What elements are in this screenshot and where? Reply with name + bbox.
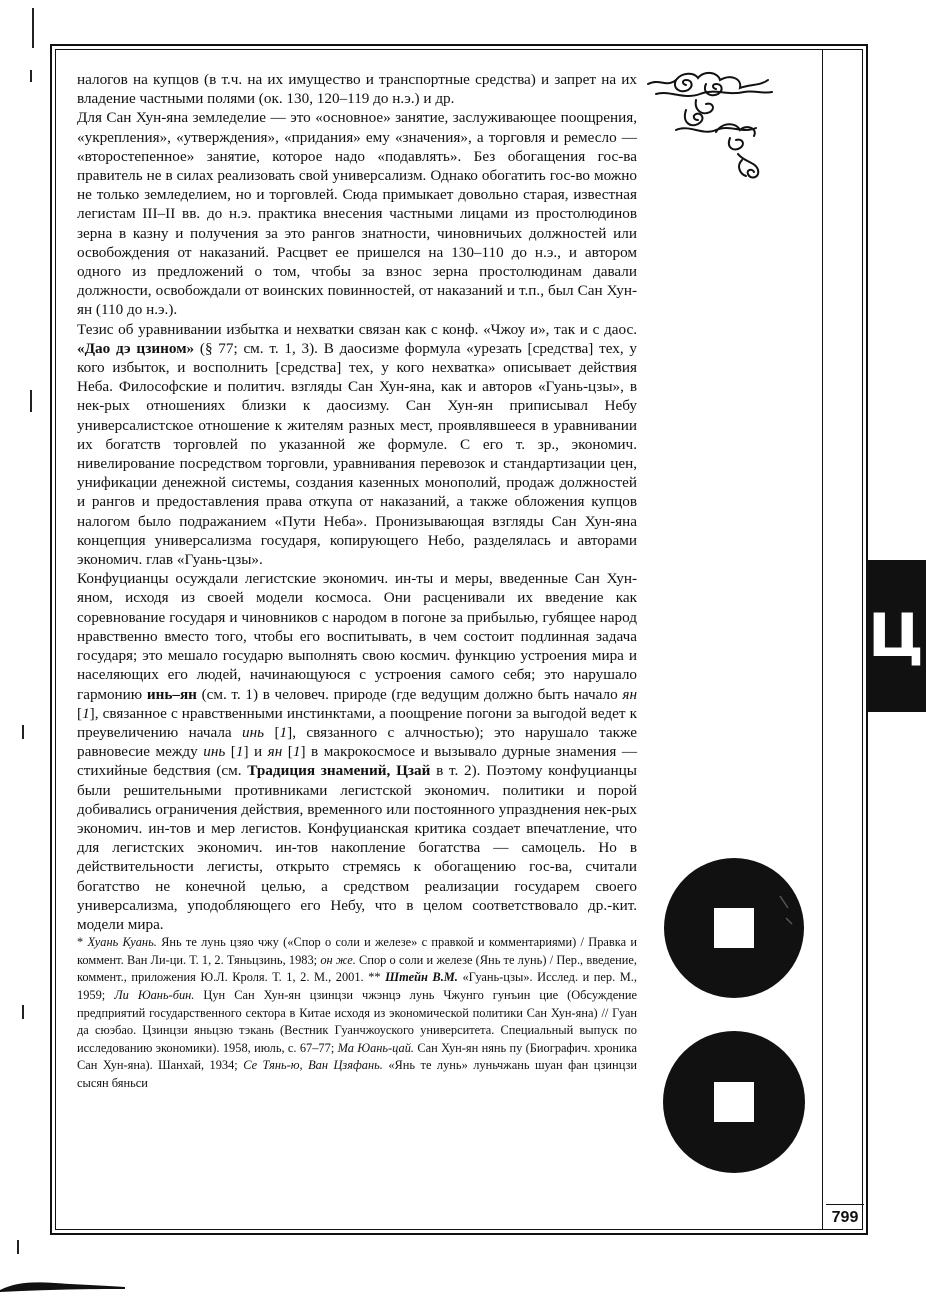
margin-rule bbox=[822, 49, 823, 1230]
scan-edge-mark bbox=[17, 1240, 19, 1254]
square-hole-coin-icon bbox=[662, 856, 806, 1000]
cross-reference: Традиция знамений, Цзай bbox=[247, 762, 431, 780]
paragraph: налогов на купцов (в т.ч. на их имущество и транспортные средства) и запрет на их владение частными полями (ок. 130, 120–119 до н.э.) и др. bbox=[77, 71, 637, 108]
page-number: 799 bbox=[826, 1204, 864, 1231]
scan-edge-mark bbox=[30, 390, 32, 412]
paragraph: Тезис об уравнивании избытка и нехватки связан как с конф. «Чжоу и», так и с даос. «Дао дэ цзином» (§ 77; см. т. 1, 3). В даосизме формула «урезать [средства] тех, у кого избыток, и восполнить [средства] тех, у кого нехватка» описывает действия Неба. Философские и политич. взгляды Сан Хун-яна, как и авторов «Гуань-цзы», в нек-рых отношениях близки к даосизму. Сан Хун-ян приписывал Небу универсалистское отношение к жителям разных мест, проявлявшееся в уравнивании их богатств торговлей по указанной же формуле. С его т. зр., экономич. нивелирование посредством торговли, уравнивания перевозок и стандартизации цен, унификации денежной системы, создания казенных монополий, продаж должностей и рангов и предоставления права откупа от наказаний, а также обложения купцов налогом было подражанием «Пути Неба». Пронизывающая взгляды Сан Хун-яна концепция универсализма государя, копирующего Небо, разделялась и авторами экономич. глав «Гуань-цзы». bbox=[77, 320, 638, 569]
cloud-ornament-icon bbox=[646, 66, 776, 186]
bibliography: * Хуань Куань. Янь те лунь цзяо чжу («Спор о соли и железе» с правкой и комментариями) / Правка и коммент. Ван Ли-ци. Т. 1, 2. Тяньцзинь, 1983; он же. Спор о соли и железе (Янь те лунь) / Пер., введение, коммент., приложения Ю.Л. Кроля. Т. 1, 2. М., 2001. ** Штейн В.М. «Гуань-цзы». Исслед. и пер. М., 1959; Ли Юань-бин. Цун Сан Хун-ян цзинцзи чжэнцэ лунь Чжунго гунъин цие (Обсуждение предприятий государственного сектора в Китае исходя из экономической политики Сан Хун-яна) // Гуан да сюэбао. Цзинцзи яньцзю тэкань (Вестник Гуанчжоуского университета. Специальный выпуск по исследованию экономики). 1958, июль, с. 67–77; Ма Юань-цай. Сан Хун-ян нянь пу (Биографич. хроника Сан Хун-яна). Шанхай, 1934; Се Тянь-ю, Ван Цзяфань. «Янь те лунь» луньчжань шуан фан цзинцзи сысян бяньси bbox=[77, 935, 638, 1090]
scan-edge-mark bbox=[32, 8, 34, 48]
article-body bbox=[77, 70, 637, 1092]
brush-stroke-mark bbox=[0, 1278, 125, 1292]
scan-edge-mark bbox=[30, 70, 32, 82]
square-hole-coin-icon bbox=[662, 1030, 806, 1174]
paragraph: Конфуцианцы осуждали легистские экономич. ин-ты и меры, введенные Сан Хун-яном, исходя из своей модели космоса. Они расценивали их введение как соревнование государя и чиновников с народом в погоне за прибылью, губящее народ нравственно вместо того, чтобы его воспитывать, в чем состоит подлинная задача государя; это мешало государю выполнять свою космич. функцию устроения мира и населяющих его людей, начинающуюся с устроения самого себя; это нарушало гармонию инь–ян (см. т. 1) в человеч. природе (где ведущим должно быть начало ян [1], связанное с нравственными инстинктами, а поощрение погони за выгодой ведет к преувеличению начала инь [1], связанного с алчностью); это нарушало также равновесие между инь [1] и ян [1] в макрокосмосе и вызывало дурные знамения — стихийные бедствия (см. Традиция знамений, Цзай в т. 2). Поэтому конфуцианцы были решительными противниками легистской экономич. политики и порой добивались ограничения действия, временного или постоянного упразднения нек-рых экономич. ин-тов и мер легистов. Конфуцианская критика создает впечатление, что для легистских экономич. ин-тов накопление богатства — самоцель. Но в действительности легисты, открыто стремясь к обогащению гос-ва, считали богатство не конечной целью, а средством реализации государем своего универсализма, уподобляющего его Небу, что в целом соответствовало др.-кит. модели мира. bbox=[77, 570, 638, 933]
scan-edge-mark bbox=[22, 725, 24, 739]
cross-reference: «Дао дэ цзином» bbox=[77, 339, 195, 357]
scan-edge-mark bbox=[22, 1005, 24, 1019]
section-letter-tab: Ц bbox=[866, 560, 926, 712]
paragraph: Для Сан Хун-яна земледелие — это «основное» занятие, заслуживающее поощрения, «укрепления», «утверждения», «придания» ему «значения», а торговля и ремесло — «второстепенное» занятие, которое надо «подавлять». Без обогащения гос-ва правитель не в силах реализовать свой универсализм. Однако обогатить гос-во можно не только земледелием, но и торговлей. Сюда примыкает довольно старая, известная легистам III–II вв. до н.э. практика внесения частными лицами из простолюдинов зерна в казну и получения за это рангов знатности, чиновничьих должностей или освобождения от наказаний. Расцвет ее пришелся на 130–110 до н.э., и автором одного из предложений о том, чтобы за взнос зерна простолюдинам давали должности, освобождали от воинских повинностей, от наказаний и т.п., был Сан Хун-ян (110 до н.э.). bbox=[77, 109, 637, 319]
cross-reference: инь–ян bbox=[146, 685, 197, 703]
